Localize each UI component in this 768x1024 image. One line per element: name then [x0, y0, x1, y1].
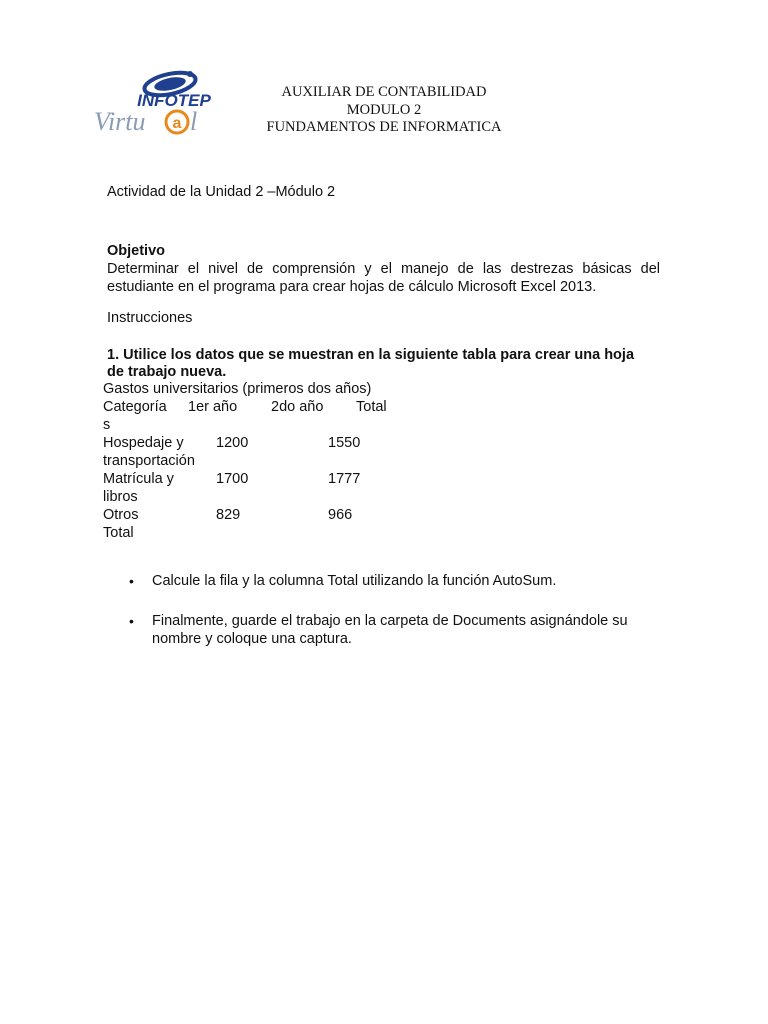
row1-year1: 1200	[216, 435, 249, 451]
row2-year2: 1777	[328, 471, 361, 487]
svg-text:a: a	[172, 115, 182, 132]
module-number: MODULO 2	[346, 101, 422, 118]
row3-year2: 966	[328, 507, 353, 523]
row1-label-line1: Hospedaje y	[103, 435, 184, 451]
row3-label: Otros	[103, 507, 139, 523]
row2-label-line2: libros	[103, 489, 138, 505]
total-row-label: Total	[103, 525, 134, 541]
bullet-dot: •	[129, 573, 134, 589]
header-category-wrap: s	[103, 417, 111, 433]
header-year2: 2do año	[271, 399, 324, 415]
svg-text:Virtu: Virtu	[94, 107, 146, 136]
course-title: AUXILIAR DE CONTABILIDAD	[281, 84, 487, 100]
activity-title: Actividad de la Unidad 2 –Módulo 2	[107, 184, 336, 200]
objective-text: Determinar el nivel de comprensión y el manejo de las destrezas básicas del estudiante en el programa para crear hojas de cálculo Microsoft Excel 2013.	[107, 261, 660, 295]
step1-line2: de trabajo nueva.	[107, 364, 227, 380]
svg-text:l: l	[190, 107, 198, 136]
row3-year1: 829	[216, 507, 241, 523]
document-header	[230, 84, 538, 137]
header-total: Total	[356, 399, 387, 415]
svg-text:INFOTEP: INFOTEP	[137, 91, 211, 110]
instructions-heading: Instrucciones	[107, 310, 193, 326]
module-subject: FUNDAMENTOS DE INFORMATICA	[266, 119, 502, 135]
bullet2-line2: nombre y coloque una captura.	[152, 631, 352, 647]
bullet1-text: Calcule la fila y la columna Total utilizando la función AutoSum.	[152, 573, 557, 589]
row2-label-line1: Matrícula y	[103, 471, 174, 487]
row1-label-line2: transportación	[103, 453, 195, 469]
row1-year2: 1550	[328, 435, 361, 451]
infotep-virtual-logo	[92, 66, 216, 138]
step1-line1: 1. Utilice los datos que se muestran en la siguiente tabla para crear una hoja	[107, 347, 635, 363]
objective-heading: Objetivo	[107, 243, 166, 259]
header-year1: 1er año	[188, 399, 238, 415]
header-category: Categoría	[103, 399, 167, 415]
row2-year1: 1700	[216, 471, 249, 487]
bullet-dot: •	[129, 613, 134, 629]
bullet2-line1: Finalmente, guarde el trabajo en la carpeta de Documents asignándole su	[152, 613, 628, 629]
table-caption: Gastos universitarios (primeros dos años)	[103, 381, 372, 397]
